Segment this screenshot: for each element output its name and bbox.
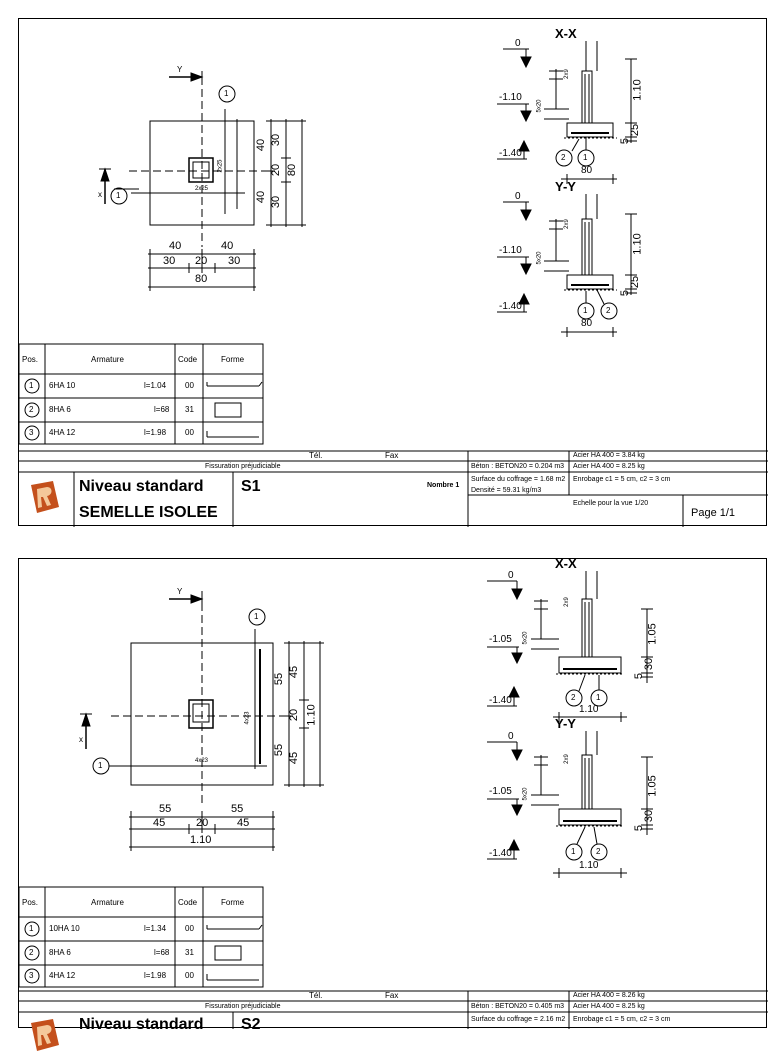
row-pos: 3 [29, 428, 34, 437]
row-length: l=68 [154, 948, 170, 957]
beton-label: Béton : BETON20 = 0.204 m3 [471, 463, 565, 470]
dim: 30 [228, 255, 241, 267]
dim: 40 [255, 190, 268, 204]
table-header-forme: Forme [221, 898, 245, 907]
bar-label: 2x9 [563, 597, 570, 607]
table-header-code: Code [178, 355, 198, 364]
row-armature: 8HA 6 [49, 948, 71, 957]
dim: 1.10 [305, 704, 318, 726]
axis-x-label: x [98, 190, 102, 199]
fax-label: Fax [385, 451, 399, 460]
row-code: 00 [185, 924, 194, 933]
bar-label: 2x25 [217, 159, 224, 173]
revit-logo-icon [27, 1017, 63, 1053]
bar-label: 5x20 [536, 99, 543, 113]
bar-label: 2x9 [563, 69, 570, 79]
row-code: 00 [185, 428, 194, 437]
dim: 30 [163, 255, 176, 267]
callout-2: 2 [571, 693, 576, 702]
section-yy [497, 191, 637, 337]
bar-label: 2x9 [563, 754, 570, 764]
level: -1.10 [499, 92, 522, 103]
dim: 25 [629, 275, 642, 289]
row-length: l=1.04 [144, 381, 167, 390]
row-code: 00 [185, 971, 194, 980]
row-pos: 3 [29, 971, 34, 980]
dim: 80 [581, 165, 593, 176]
row-length: l=1.98 [144, 428, 167, 437]
level: -1.05 [489, 634, 512, 645]
surface-label: Surface du coffrage = 2.16 m2 [471, 1016, 566, 1023]
row-length: l=1.34 [144, 924, 167, 933]
callout-1: 1 [583, 153, 588, 162]
level: -1.10 [499, 245, 522, 256]
row-armature: 4HA 12 [49, 971, 76, 980]
level: 0 [508, 731, 514, 742]
nombre-label: Nombre 1 [427, 482, 460, 489]
enrobage-label: Enrobage c1 = 5 cm, c2 = 3 cm [573, 476, 671, 483]
dim: 55 [273, 672, 286, 686]
callout-1: 1 [596, 693, 601, 702]
drawing-sheet-1 [18, 18, 767, 526]
dim: 30 [643, 809, 656, 823]
dim: 20 [288, 708, 301, 722]
dim: 40 [221, 240, 234, 252]
section-xx [497, 38, 637, 184]
dim: 1.10 [190, 834, 212, 846]
table-header-armature: Armature [91, 355, 124, 364]
level: 0 [515, 191, 521, 202]
acier-label: Acier HA 400 = 8.25 kg [573, 463, 645, 470]
fissuration-label: Fissuration préjudiciable [205, 1003, 281, 1010]
axis-y-label: Y [177, 587, 183, 596]
level: 0 [508, 570, 514, 581]
bar-label: 5x20 [522, 631, 529, 645]
drawing-sheet-2 [18, 556, 767, 1033]
row-pos: 1 [29, 924, 34, 933]
dim: 1.10 [579, 704, 599, 715]
callout-1: 1 [116, 191, 121, 200]
level: -1.40 [489, 848, 512, 859]
bar-label: 2x25 [195, 186, 209, 192]
acier-label: Acier HA 400 = 8.26 kg [573, 992, 645, 999]
surface-label: Surface du coffrage = 1.68 m2 [471, 476, 566, 483]
row-code: 31 [185, 405, 194, 414]
fissuration-label: Fissuration préjudiciable [205, 463, 281, 470]
callout-2: 2 [606, 306, 611, 315]
acier-label: Acier HA 400 = 3.84 kg [573, 452, 645, 459]
dim: 1.10 [631, 79, 644, 101]
echelle-label: Echelle pour la vue 1/20 [573, 500, 649, 507]
dim: 25 [629, 123, 642, 137]
callout-1: 1 [571, 847, 576, 856]
dim: 55 [273, 743, 286, 757]
dim: 5 [633, 824, 646, 832]
dim: 20 [195, 255, 208, 267]
dim: 45 [288, 665, 301, 679]
element-code: S1 [241, 478, 261, 495]
tel-label: Tél. [309, 451, 323, 460]
dim: 30 [270, 133, 283, 147]
element-title: SEMELLE ISOLEE [79, 504, 218, 521]
beton-label: Béton : BETON20 = 0.405 m3 [471, 1003, 565, 1010]
dim: 20 [270, 163, 283, 177]
dim: 1.05 [646, 623, 659, 645]
bar-label: 2x9 [563, 219, 570, 229]
dim: 80 [195, 273, 208, 285]
dim: 30 [270, 195, 283, 209]
section-title: X-X [555, 556, 577, 571]
revit-logo-icon [27, 479, 63, 515]
level: -1.40 [499, 301, 522, 312]
callout-1: 1 [98, 761, 103, 770]
level: -1.40 [499, 148, 522, 159]
callout-2: 2 [561, 153, 566, 162]
level: 0 [515, 38, 521, 49]
row-armature: 4HA 12 [49, 428, 76, 437]
bar-label: 4x23 [195, 758, 209, 764]
bar-label: 5x20 [522, 787, 529, 801]
dim: 80 [581, 318, 593, 329]
dim: 5 [619, 289, 632, 297]
section-title: X-X [555, 26, 577, 41]
callout-1: 1 [583, 306, 588, 315]
level: -1.05 [489, 786, 512, 797]
dim: 45 [153, 817, 166, 829]
dim: 20 [196, 817, 209, 829]
axis-y-label: Y [177, 65, 183, 74]
enrobage-label: Enrobage c1 = 5 cm, c2 = 3 cm [573, 1016, 671, 1023]
dim: 1.10 [579, 860, 599, 871]
densite-label: Densité = 59.31 kg/m3 [471, 487, 542, 494]
row-armature: 8HA 6 [49, 405, 71, 414]
dim: 5 [619, 137, 632, 145]
tel-label: Tél. [309, 991, 323, 1000]
callout-2: 2 [596, 847, 601, 856]
row-pos: 2 [29, 405, 34, 414]
row-armature: 10HA 10 [49, 924, 80, 933]
callout-1: 1 [224, 89, 229, 98]
acier-label: Acier HA 400 = 8.25 kg [573, 1003, 645, 1010]
axis-x-label: x [79, 735, 83, 744]
dim: 45 [288, 751, 301, 765]
dim: 30 [643, 657, 656, 671]
fax-label: Fax [385, 991, 399, 1000]
level: -1.40 [489, 695, 512, 706]
row-code: 31 [185, 948, 194, 957]
table-header-code: Code [178, 898, 198, 907]
dim: 1.10 [631, 233, 644, 255]
table-header-forme: Forme [221, 355, 245, 364]
bar-label: 4x23 [244, 711, 251, 725]
row-pos: 1 [29, 381, 34, 390]
page-number: Page 1/1 [691, 507, 736, 519]
row-length: l=1.98 [144, 971, 167, 980]
table-header-pos: Pos. [22, 898, 39, 907]
dim: 40 [255, 138, 268, 152]
table-header-armature: Armature [91, 898, 124, 907]
bar-label: 5x20 [536, 251, 543, 265]
callout-1: 1 [254, 612, 259, 621]
row-code: 00 [185, 381, 194, 390]
niveau-title: Niveau standard [79, 478, 204, 495]
row-length: l=68 [154, 405, 170, 414]
element-code: S2 [241, 1016, 261, 1033]
table-header-pos: Pos. [22, 355, 39, 364]
dim: 1.05 [646, 775, 659, 797]
dim: 40 [169, 240, 182, 252]
row-pos: 2 [29, 948, 34, 957]
row-armature: 6HA 10 [49, 381, 76, 390]
niveau-title: Niveau standard [79, 1016, 204, 1033]
section-title: Y-Y [555, 716, 576, 731]
dim: 5 [633, 672, 646, 680]
dim: 55 [231, 803, 244, 815]
dim: 80 [286, 163, 299, 177]
dim: 55 [159, 803, 172, 815]
dim: 45 [237, 817, 250, 829]
section-title: Y-Y [555, 179, 576, 194]
